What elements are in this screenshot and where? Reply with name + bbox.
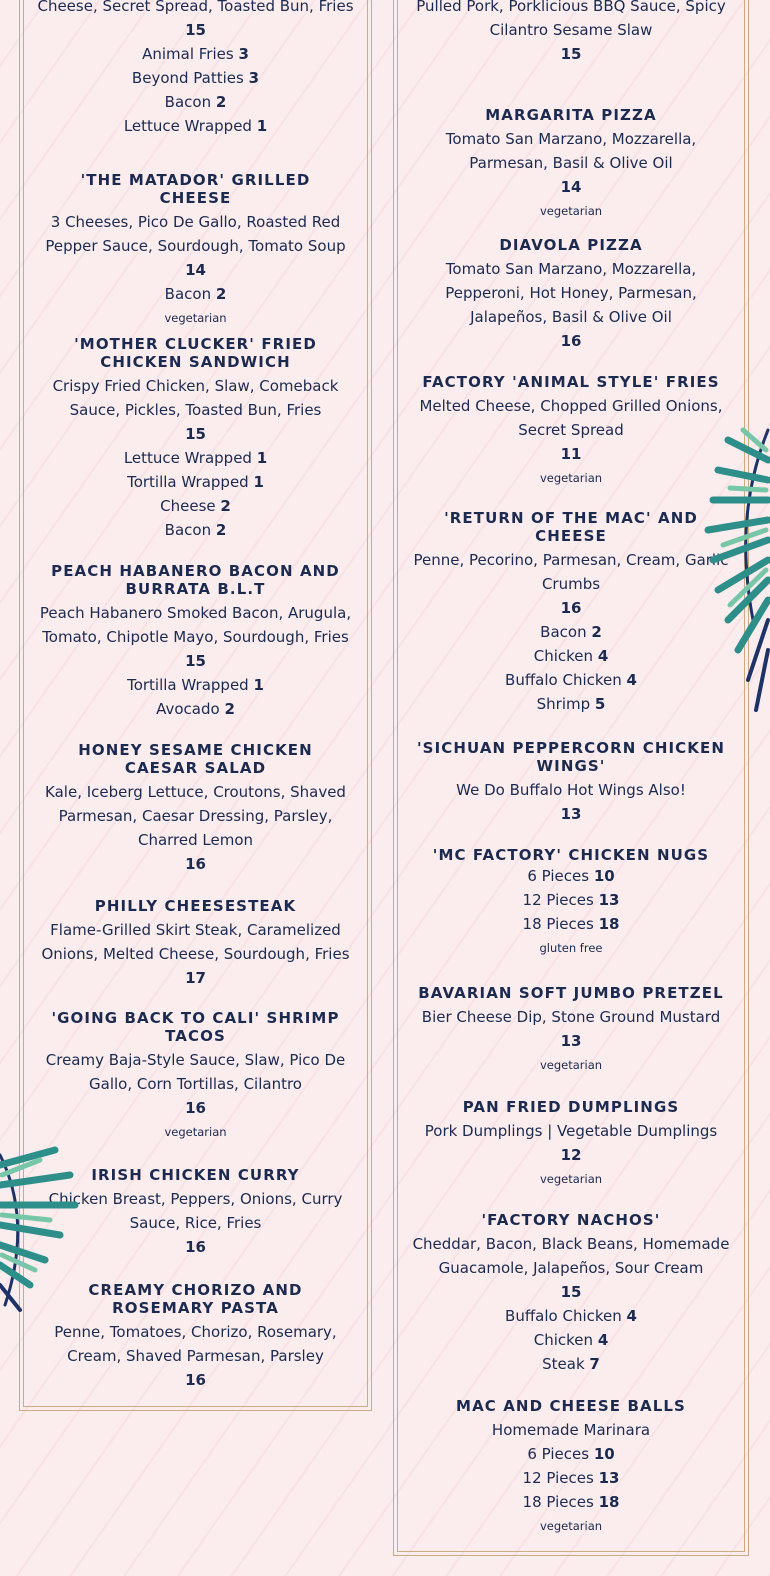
option-name: 18 Pieces [522,1493,594,1511]
menu-item-option [394,864,748,888]
menu-item-title: 'RETURN OF THE MAC' AND CHEESE [444,509,698,545]
option-name: Buffalo Chicken [505,671,622,689]
menu-item-description: We Do Buffalo Hot Wings Also! [456,781,686,799]
menu-item [20,171,371,330]
option-name: Tortilla Wrapped [127,473,249,491]
menu-item-price: 16 [560,599,582,617]
option-price: 13 [598,891,620,909]
option-name: Lettuce Wrapped [123,117,252,135]
menu-item-option [394,1466,748,1490]
menu-item-option [20,470,371,494]
menu-item-price: 15 [560,45,582,63]
menu-item-option [20,494,371,518]
menu-item-description: Chicken Breast, Peppers, Onions, Curry Sauce, Rice, Fries [48,1190,343,1232]
menu-item-option [20,114,371,138]
menu-item-title: MAC AND CHEESE BALLS [456,1397,686,1415]
menu-item-title: IRISH CHICKEN CURRY [91,1166,300,1184]
option-price: 10 [593,867,615,885]
menu-item-description: Crispy Fried Chicken, Slaw, Comeback Sauce, Pickles, Toasted Bun, Fries [52,377,339,419]
option-price: 1 [253,473,264,491]
menu-column-left [19,0,372,1411]
menu-item [394,106,748,223]
menu-item-title: 'GOING BACK TO CALI' SHRIMP TACOS [51,1009,340,1045]
menu-item-option [394,692,748,716]
menu-item [20,335,371,542]
option-name: Buffalo Chicken [505,1307,622,1325]
option-price: 1 [256,449,268,467]
menu-item-option [20,90,371,114]
menu-item-price: 15 [560,1283,582,1301]
menu-item [20,741,371,876]
menu-item-price: 14 [185,261,206,279]
menu-item-option [394,1490,748,1514]
menu-item-price: 15 [185,21,206,39]
menu-item-title: MARGARITA PIZZA [485,106,657,124]
menu-item-option [394,644,748,668]
menu-item [20,897,371,990]
menu-item-description: Cheese, Secret Spread, Toasted Bun, Fries [37,0,354,15]
dietary-note: vegetarian [539,471,603,485]
option-name: Chicken [533,647,594,665]
option-price: 3 [238,45,249,63]
menu-item-option [394,1328,748,1352]
menu-item-title: CREAMY CHORIZO AND ROSEMARY PASTA [88,1281,303,1317]
option-price: 4 [626,1307,637,1325]
option-name: 12 Pieces [522,1469,594,1487]
menu-item-price: 14 [560,178,582,196]
option-price: 13 [598,1469,620,1487]
menu-item [394,1397,748,1538]
menu-item-description: 3 Cheeses, Pico De Gallo, Roasted Red Pepper Sauce, Sourdough, Tomato Soup [45,213,346,255]
menu-item-title: 'MC FACTORY' CHICKEN NUGS [432,846,710,864]
menu-item-description: Cheddar, Bacon, Black Beans, Homemade Guacamole, Jalapeños, Sour Cream [412,1235,730,1277]
menu-item [394,1098,748,1191]
menu-item-option [20,673,371,697]
menu-item-description: Flame-Grilled Skirt Steak, Caramelized Onions, Melted Cheese, Sourdough, Fries [41,921,350,963]
option-name: Animal Fries [142,45,234,63]
menu-column-right [393,0,749,1556]
dietary-note: vegetarian [539,1058,603,1072]
menu-item-option [394,668,748,692]
menu-item [394,236,748,353]
menu-item-title: BAVARIAN SOFT JUMBO PRETZEL [418,984,724,1002]
dietary-note: vegetarian [164,311,227,325]
menu-item-option [20,282,371,306]
option-price: 4 [597,1331,609,1349]
option-name: 12 Pieces [522,891,594,909]
option-price: 4 [626,671,637,689]
menu-item-title: 'FACTORY NACHOS' [481,1211,661,1229]
option-name: 18 Pieces [522,915,594,933]
option-price: 4 [597,647,609,665]
menu-item-title: 'THE MATADOR' GRILLED CHEESE [80,171,311,207]
dietary-note: vegetarian [164,1125,227,1139]
menu-item-title: PHILLY CHEESESTEAK [94,897,297,915]
option-price: 1 [256,117,268,135]
menu-item-description: Kale, Iceberg Lettuce, Croutons, Shaved Parmesan, Caesar Dressing, Parsley, Charred Lemon [45,783,346,849]
menu-item-description: Creamy Baja-Style Sauce, Slaw, Pico De Gallo, Corn Tortillas, Cilantro [45,1051,346,1093]
dietary-note: gluten free [539,941,603,955]
menu-item-price: 16 [185,1371,206,1389]
option-name: Beyond Patties [131,69,244,87]
menu-item-title: PAN FRIED DUMPLINGS [462,1098,680,1116]
menu-item [394,846,748,960]
menu-item [394,739,748,826]
menu-item [394,1211,748,1376]
option-name: Bacon [164,285,212,303]
menu-item-title: PEACH HABANERO BACON AND BURRATA B.L.T [51,562,340,598]
menu-item [394,984,748,1077]
menu-item-price: 16 [185,1099,206,1117]
option-price: 10 [593,1445,615,1463]
menu-item-price: 12 [560,1146,582,1164]
option-price: 2 [215,521,227,539]
menu-item-price: 13 [560,1032,582,1050]
menu-item-description: Peach Habanero Smoked Bacon, Arugula, Tomato, Chipotle Mayo, Sourdough, Fries [39,604,352,646]
option-price: 3 [248,69,260,87]
menu-item-option [394,1352,748,1376]
option-name: Lettuce Wrapped [123,449,252,467]
menu-item-description: Pulled Pork, Porklicious BBQ Sauce, Spicy Cilantro Sesame Slaw [416,0,726,39]
option-price: 2 [220,497,231,515]
menu-item-title: HONEY SESAME CHICKEN CAESAR SALAD [78,741,313,777]
option-name: Bacon [540,623,587,641]
option-name: Shrimp [536,695,591,713]
menu-item [20,1281,371,1392]
menu-item-description: Penne, Tomatoes, Chorizo, Rosemary, Cream, Shaved Parmesan, Parsley [54,1323,337,1365]
menu-item-price: 16 [185,855,206,873]
dietary-note: vegetarian [539,204,603,218]
menu-item [20,0,371,138]
option-price: 18 [598,915,620,933]
option-price: 2 [215,93,227,111]
menu-item-price: 13 [560,805,582,823]
menu-item-title: FACTORY 'ANIMAL STYLE' FRIES [422,373,720,391]
option-price: 18 [598,1493,620,1511]
menu-item [20,562,371,721]
menu-item-description: Bier Cheese Dip, Stone Ground Mustard [421,1008,721,1026]
menu-item-option [20,42,371,66]
option-name: 6 Pieces [527,1445,590,1463]
dietary-note: vegetarian [539,1519,603,1533]
option-name: Steak [542,1355,585,1373]
option-price: 2 [224,700,235,718]
option-name: Bacon [164,93,212,111]
menu-item-option [394,1304,748,1328]
menu-item-price: 16 [185,1238,206,1256]
menu-item-option [394,912,748,936]
option-price: 2 [215,285,227,303]
menu-item-title: DIAVOLA PIZZA [499,236,643,254]
menu-item-description: Homemade Marinara [491,1421,651,1439]
dietary-note: vegetarian [539,1172,603,1186]
menu-item-price: 11 [560,445,582,463]
menu-item [394,509,748,716]
menu-item [20,1009,371,1144]
menu-item-title: 'SICHUAN PEPPERCORN CHICKEN WINGS' [416,739,726,775]
menu-item [20,1166,371,1259]
option-price: 7 [589,1355,600,1373]
menu-item-price: 15 [185,652,206,670]
option-name: Cheese [160,497,216,515]
option-name: Chicken [533,1331,594,1349]
menu-item-option [20,697,371,721]
menu-item-price: 17 [185,969,206,987]
menu-item-option [20,66,371,90]
menu-item-description: Melted Cheese, Chopped Grilled Onions, Secret Spread [419,397,723,439]
menu-item-description: Tomato San Marzano, Mozzarella, Pepperoni, Hot Honey, Parmesan, Jalapeños, Basil & Olive Oil [445,260,697,326]
menu-item-option [394,888,748,912]
menu-item-description: Pork Dumplings | Vegetable Dumplings [424,1122,718,1140]
menu-item-option [20,518,371,542]
option-name: Avocado [156,700,220,718]
menu-item-option [20,446,371,470]
menu-item-option [394,1442,748,1466]
option-name: Tortilla Wrapped [127,676,249,694]
menu-item-description: Penne, Pecorino, Parmesan, Cream, Garlic Crumbs [413,551,729,593]
menu-item-price: 15 [185,425,206,443]
option-price: 5 [594,695,606,713]
menu-item [394,373,748,490]
menu-item [394,0,748,66]
menu-item-option [394,620,748,644]
option-name: 6 Pieces [527,867,590,885]
menu-item-title: 'MOTHER CLUCKER' FRIED CHICKEN SANDWICH [74,335,317,371]
option-name: Bacon [164,521,212,539]
option-price: 1 [253,676,264,694]
menu-item-description: Tomato San Marzano, Mozzarella, Parmesan, Basil & Olive Oil [445,130,697,172]
option-price: 2 [591,623,602,641]
menu-item-price: 16 [560,332,582,350]
